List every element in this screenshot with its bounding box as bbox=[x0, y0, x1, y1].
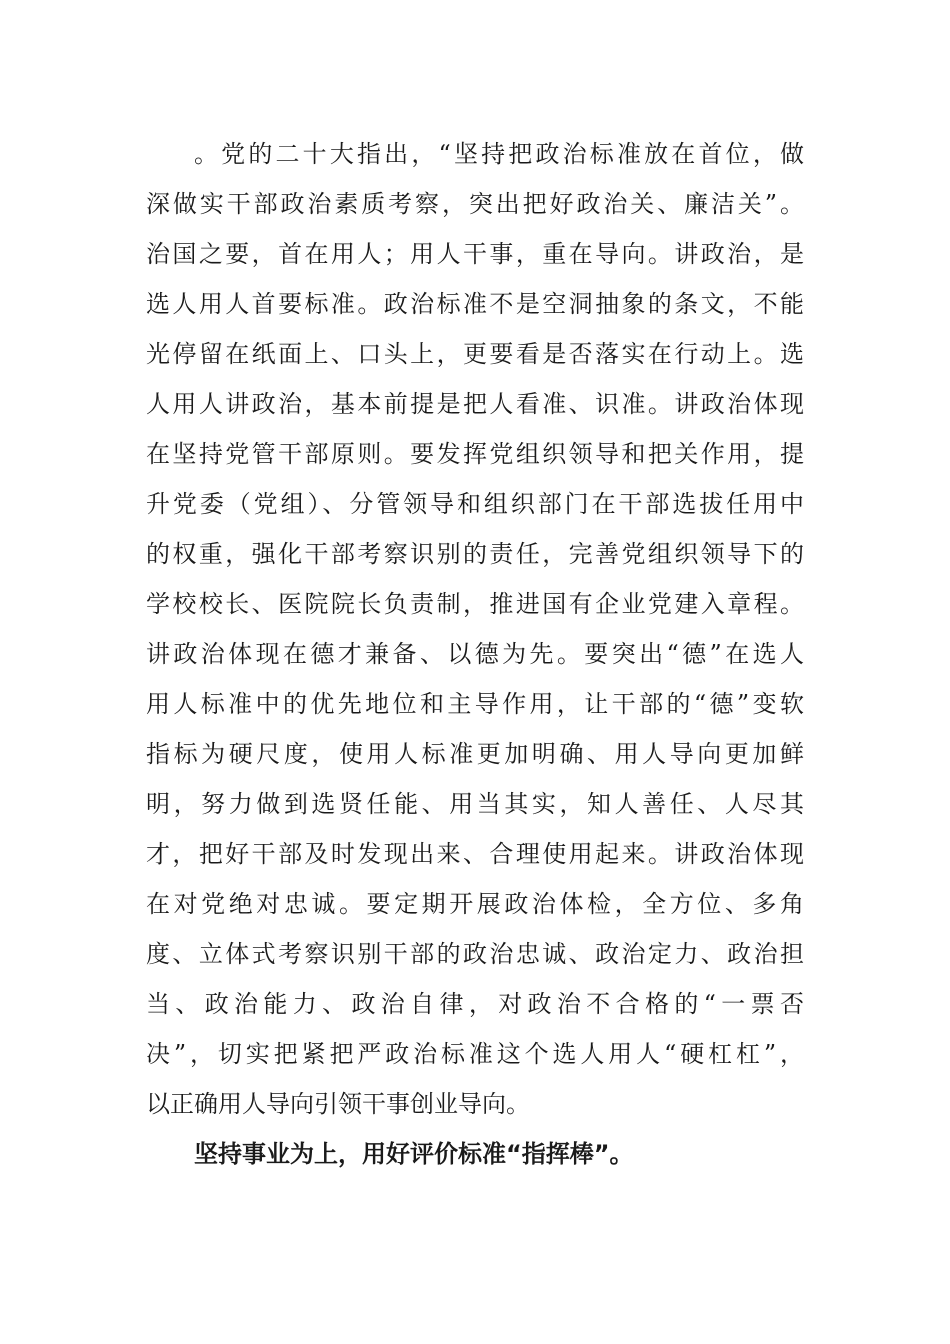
paragraph-line: 度、立体式考察识别干部的政治忠诚、政治定力、政治担 bbox=[146, 940, 804, 968]
paragraph-line: 明，努力做到选贤任能、用当其实，知人善任、人尽其 bbox=[146, 790, 804, 818]
paragraph-line: 用人标准中的优先地位和主导作用，让干部的“德”变软 bbox=[146, 690, 804, 718]
paragraph-line: 升党委（党组）、分管领导和组织部门在干部选拔任用中 bbox=[146, 490, 804, 518]
paragraph-line: 才，把好干部及时发现出来、合理使用起来。讲政治体现 bbox=[146, 840, 804, 868]
paragraph-line: 人用人讲政治，基本前提是把人看准、识准。讲政治体现 bbox=[146, 390, 804, 418]
paragraph-line: 以正确用人导向引领干事创业导向。 bbox=[146, 1090, 530, 1118]
paragraph-line: 。党的二十大指出，“坚持把政治标准放在首位，做 bbox=[194, 140, 804, 168]
paragraph-line: 深做实干部政治素质考察，突出把好政治关、廉洁关”。 bbox=[146, 190, 804, 218]
paragraph-line: 讲政治体现在德才兼备、以德为先。要突出“德”在选人 bbox=[146, 640, 804, 668]
paragraph-line: 的权重，强化干部考察识别的责任，完善党组织领导下的 bbox=[146, 540, 804, 568]
paragraph-line: 在对党绝对忠诚。要定期开展政治体检，全方位、多角 bbox=[146, 890, 804, 918]
paragraph-line: 选人用人首要标准。政治标准不是空洞抽象的条文，不能 bbox=[146, 290, 804, 318]
section-heading: 坚持事业为上，用好评价标准“指挥棒”。 bbox=[194, 1140, 634, 1168]
paragraph-line: 治国之要，首在用人；用人干事，重在导向。讲政治，是 bbox=[146, 240, 804, 268]
paragraph-line: 在坚持党管干部原则。要发挥党组织领导和把关作用，提 bbox=[146, 440, 804, 468]
paragraph-line: 当、政治能力、政治自律，对政治不合格的“一票否 bbox=[146, 990, 804, 1018]
paragraph-line: 学校校长、医院院长负责制，推进国有企业党建入章程。 bbox=[146, 590, 804, 618]
paragraph-line: 决”，切实把紧把严政治标准这个选人用人“硬杠杠”， bbox=[146, 1040, 804, 1068]
paragraph-line: 光停留在纸面上、口头上，更要看是否落实在行动上。选 bbox=[146, 340, 804, 368]
paragraph-line: 指标为硬尺度，使用人标准更加明确、用人导向更加鲜 bbox=[146, 740, 804, 768]
